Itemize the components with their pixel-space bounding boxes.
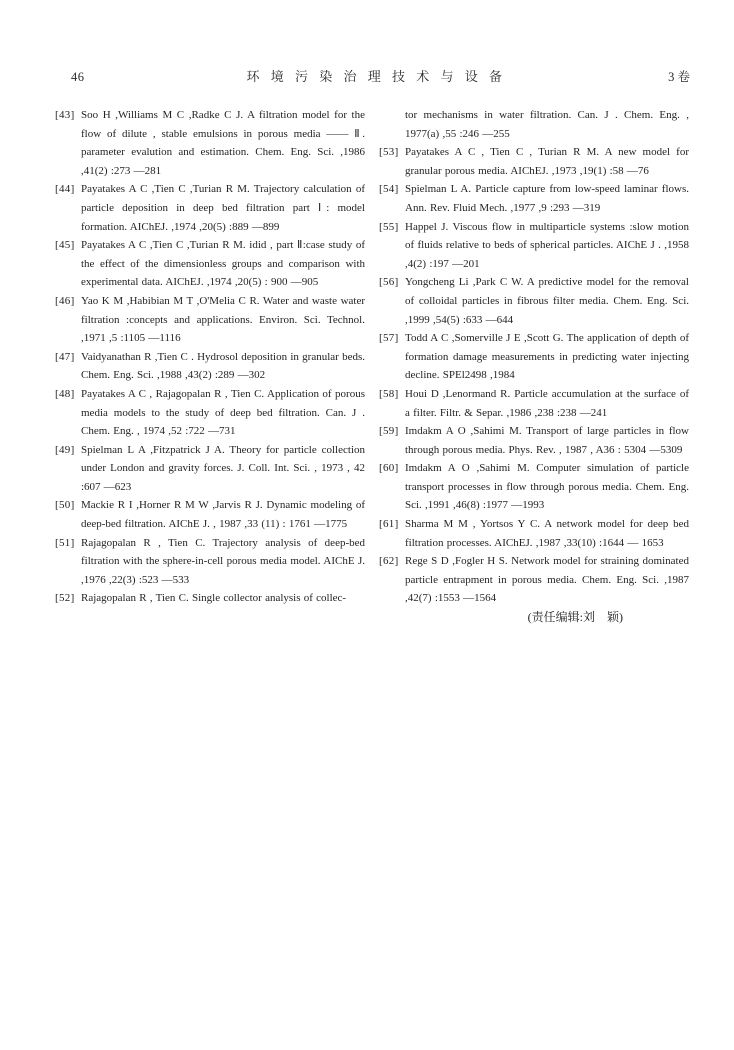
reference-number: [59]: [379, 425, 399, 438]
reference-item: [379, 329, 689, 385]
reference-number: [55]: [379, 220, 399, 233]
reference-text: tor mechanisms in water filtration. Can. J . Chem. Eng. , 1977(a) ,55 :246 —255: [405, 109, 689, 140]
reference-text: Rege S D ,Fogler H S. Network model for straining dominated particle entrapment in porous media. Chem. Eng. Sci. ,1987 ,42(7) :1553 —1564: [405, 555, 689, 605]
reference-text: Soo H ,Williams M C ,Radke C J. A filtration model for the flow of dilute , stable emulsions in porous media —— Ⅱ. parameter evalution and estimation. Chem. Eng. Sci. ,1986 ,41(2) :273 —281: [81, 109, 365, 177]
reference-number: [48]: [55, 387, 75, 400]
editor-note: (责任编辑:刘 颖): [527, 610, 623, 625]
reference-number: [45]: [55, 239, 75, 252]
reference-item: [379, 385, 689, 422]
reference-number: [56]: [379, 276, 399, 289]
reference-item: [55, 292, 365, 348]
references-section: [0, 85, 734, 627]
reference-number: [61]: [379, 518, 399, 531]
volume-label: 3 卷: [668, 70, 690, 84]
reference-text: Happel J. Viscous flow in multiparticle systems :slow motion of fluids relative to beds of spherical particles. AIChE J . ,1958 ,4(2) :197 —201: [405, 220, 689, 270]
reference-item: [55, 534, 365, 590]
reference-item: [55, 106, 365, 180]
reference-number: [50]: [55, 499, 75, 512]
reference-number: [53]: [379, 146, 399, 159]
reference-number: [44]: [55, 183, 75, 196]
reference-text: Yao K M ,Habibian M T ,O'Melia C R. Water and waste water filtration :concepts and applications. Environ. Sci. Technol. ,1971 ,5 :1105 —1116: [81, 294, 365, 345]
reference-item: [379, 273, 689, 329]
reference-number: [43]: [55, 109, 75, 121]
reference-item: [55, 236, 365, 292]
reference-text: Sharma M M , Yortsos Y C. A network model for deep bed filtration processes. AIChEJ. ,1987 ,33(10) :1644 — 1653: [405, 518, 689, 549]
reference-item: [379, 218, 689, 274]
reference-text: Rajagopalan R , Tien C. Trajectory analysis of deep-bed filtration with the sphere-in-cell porous media model. AIChE J. ,1976 ,22(3) :523 —533: [81, 536, 365, 586]
reference-text: Payatakes A C , Tien C , Turian R M. A new model for granular porous media. AIChEJ. ,1973 ,19(1) :58 —76: [405, 146, 689, 177]
reference-item: [379, 143, 689, 180]
reference-text: Imdakm A O ,Sahimi M. Transport of large particles in flow through porous media. Phys. Rev. , 1987 , A36 : 5304 —5309: [405, 425, 689, 456]
reference-text: Rajagopalan R , Tien C. Single collector analysis of collec-: [81, 592, 347, 605]
reference-number: [49]: [55, 443, 75, 456]
reference-text: Imdakm A O ,Sahimi M. Computer simulation of particle transport processes in flow through porous media. Chem. Eng. Sci. ,1991 ,46(8) :1977 —1993: [405, 462, 689, 512]
reference-item: [379, 552, 689, 608]
reference-item: [379, 106, 689, 143]
reference-item: [379, 422, 689, 459]
reference-number: [47]: [55, 350, 75, 363]
journal-title: 环 境 污 染 治 理 技 术 与 设 备: [246, 69, 507, 84]
reference-item: [55, 589, 365, 608]
references-right-column: [379, 106, 689, 627]
reference-text: Yongcheng Li ,Park C W. A predictive model for the removal of colloidal particles in fibrous filter media. Chem. Eng. Sci. ,1999 ,54(5) :633 —644: [405, 276, 689, 326]
reference-text: Payatakes A C ,Tien C ,Turian R M. Trajectory calculation of particle deposition in deep bed filtration part Ⅰ: model formation. AIChEJ. ,1974 ,20(5) :889 —899: [81, 183, 365, 233]
reference-text: Houi D ,Lenormand R. Particle accumulation at the surface of a filter. Filtr. & Separ. ,1986 ,238 :238 —241: [405, 387, 689, 419]
reference-number: [46]: [55, 294, 75, 307]
reference-number: [54]: [379, 183, 399, 196]
references-left-column: [55, 106, 365, 627]
reference-number: [58]: [379, 387, 399, 400]
page-number: 46: [71, 70, 85, 84]
reference-item: [55, 385, 365, 441]
reference-text: Payatakes A C , Rajagopalan R , Tien C. Application of porous media models to the study of deep bed filtration. Can. J . Chem. Eng. , 1974 ,52 :722 —731: [81, 387, 365, 438]
reference-text: Vaidyanathan R ,Tien C . Hydrosol deposition in granular beds. Chem. Eng. Sci. ,1988 ,43(2) :289 —302: [81, 350, 365, 382]
reference-item: [55, 348, 365, 385]
reference-number: [57]: [379, 332, 399, 345]
reference-text: Spielman L A. Particle capture from low-speed laminar flows. Ann. Rev. Fluid Mech. ,1977 ,9 :293 —319: [405, 183, 689, 214]
reference-text: Spielman L A ,Fitzpatrick J A. Theory for particle collection under London and gravity forces. J. Coll. Int. Sci. , 1973 , 42 :607 —623: [81, 443, 365, 493]
reference-item: [379, 459, 689, 515]
reference-text: Todd A C ,Somerville J E ,Scott G. The application of depth of formation damage measurements in predicting water injecting decline. SPEl2498 ,1984: [405, 332, 689, 382]
reference-item: [55, 180, 365, 236]
reference-item: [379, 180, 689, 217]
reference-item: [55, 496, 365, 533]
reference-number: [60]: [379, 462, 399, 475]
page-header: [0, 0, 734, 85]
reference-text: Mackie R I ,Horner R M W ,Jarvis R J. Dynamic modeling of deep-bed filtration. AIChE J. , 1987 ,33 (11) : 1761 —1775: [81, 499, 365, 531]
reference-text: Payatakes A C ,Tien C ,Turian R M. idid , part Ⅱ:case study of the effect of the dimensionless groups and comparison with experimental data. AIChEJ. ,1974 ,20(5) : 900 —905: [81, 239, 365, 289]
reference-number: [51]: [55, 536, 75, 549]
reference-item: [379, 515, 689, 552]
reference-number: [62]: [379, 555, 399, 568]
reference-number: [52]: [55, 592, 75, 605]
reference-item: [55, 441, 365, 497]
